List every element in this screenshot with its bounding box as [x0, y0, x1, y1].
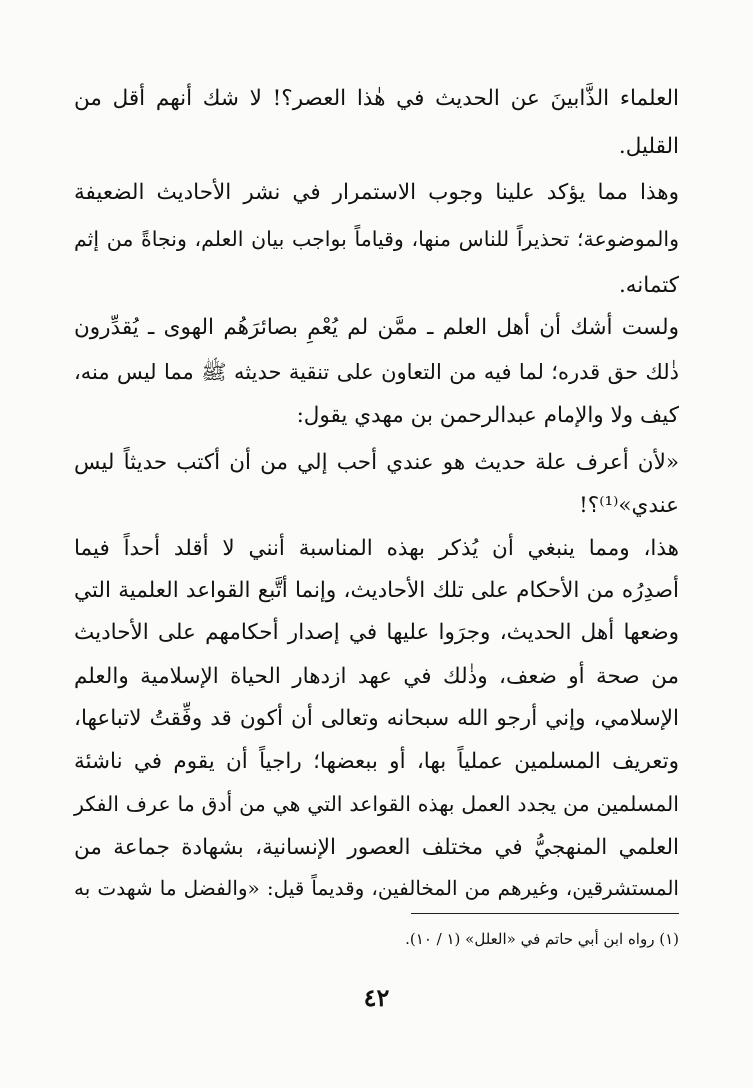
text-line: وتعريف المسلمين عملياً بها، أو ببعضها؛ راجياً أن يقوم في ناشئة — [74, 749, 679, 774]
text-line: أصدِرُه من الأحكام على تلك الأحاديث، وإنما أتَّبع القواعد العلمية التي — [74, 578, 679, 603]
text-line: وهذا مما يؤكد علينا وجوب الاستمرار في نشر الأحاديث الضعيفة — [74, 180, 679, 205]
footnote-divider — [411, 913, 679, 914]
text-line: العلمي المنهجيُّ في مختلف العصور الإنسانية، بشهادة جماعة من — [74, 835, 679, 860]
text-line: ذٰلك حق قدره؛ لما فيه من التعاون على تنقية حديثه ﷺ مما ليس منه، — [74, 360, 679, 384]
text-line: المستشرقين، وغيرهم من المخالفين، وقديماً قيل: «والفضل ما شهدت به — [74, 876, 679, 900]
text-line: ولست أشك أن أهل العلم ـ ممَّن لم يُعْمِ بصائرَهُم الهوى ـ يُقدِّرون — [74, 315, 679, 340]
text-line: هذا، ومما ينبغي أن يُذكر بهذه المناسبة أنني لا أقلد أحداً فيما — [74, 536, 679, 561]
page-number: ٤٢ — [363, 983, 390, 1012]
text-line: الإسلامي، وإني أرجو الله سبحانه وتعالى أن أكون قد وفِّقتُ لاتباعها، — [74, 706, 679, 731]
text-line: القليل. — [618, 134, 679, 159]
text-line: كيف ولا والإمام عبدالرحمن بن مهدي يقول: — [296, 403, 679, 428]
footnote: (١) رواه ابن أبي حاتم في «العلل» (١ / ١٠). — [405, 930, 679, 948]
text-line: وضعها أهل الحديث، وجرَوا عليها في إصدار أحكامهم على الأحاديث — [74, 620, 679, 645]
text-line: والموضوعة؛ تحذيراً للناس منها، وقياماً بواجب بيان العلم، ونجاةً من إثم — [74, 227, 679, 251]
text-line: كتمانه. — [618, 273, 679, 298]
text-line: العلماء الذَّابينَ عن الحديث في هٰذا العصر؟! لا شك أنهم أقل من — [74, 86, 679, 111]
text-line: من صحة أو ضعف، وذٰلك في عهد ازدهار الحياة الإسلامية والعلم — [74, 664, 679, 689]
quote-line: عندي»⁽¹⁾؟! — [579, 493, 679, 518]
quote-line: «لأن أعرف علة حديث هو عندي أحب إلي من أن أكتب حديثاً ليس — [74, 450, 679, 475]
text-line: المسلمين من يجدد العمل بهذه القواعد التي هي من أدق ما عرف الفكر — [74, 792, 679, 816]
